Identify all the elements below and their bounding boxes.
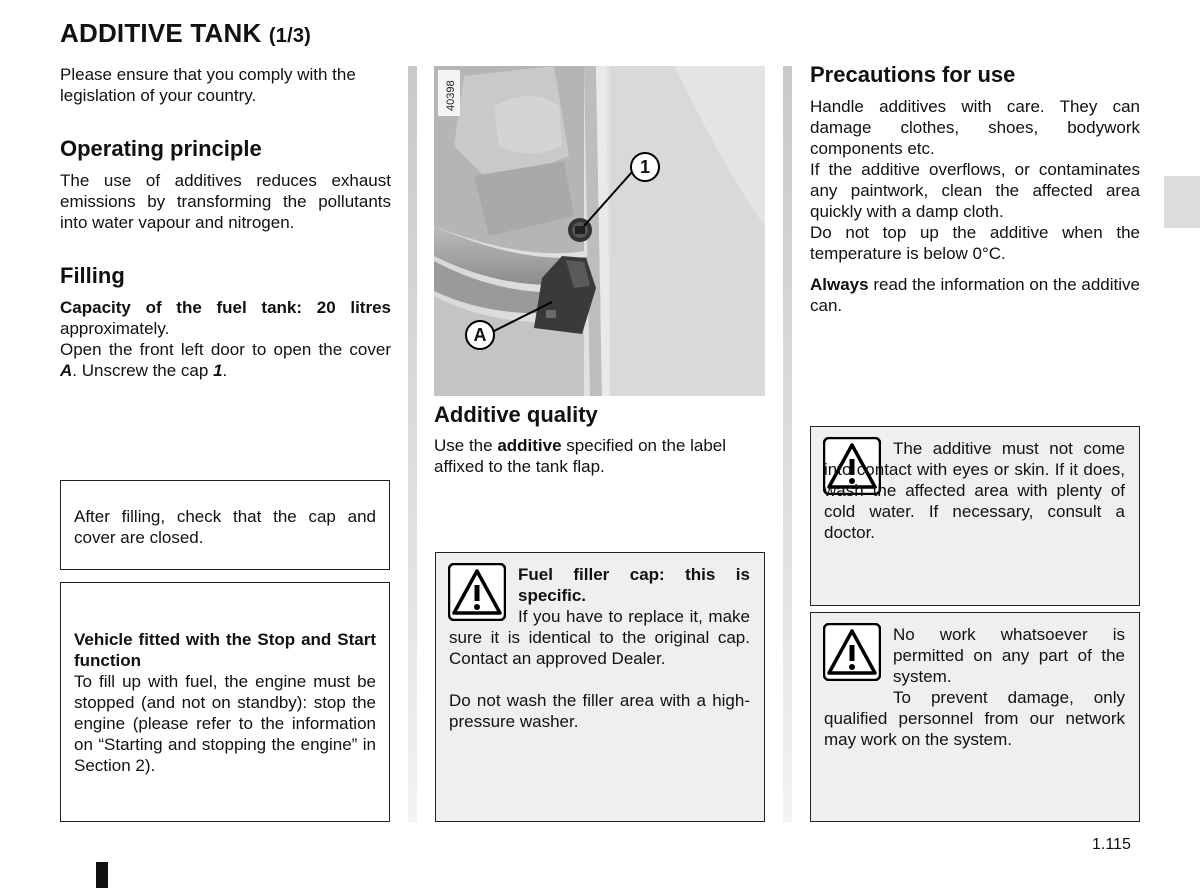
- callout-a: A: [465, 320, 495, 350]
- always-bold: Always: [810, 275, 869, 294]
- additive-quality-text: [434, 435, 765, 477]
- additive-quality-heading: Additive quality: [434, 402, 598, 427]
- precautions-text: [810, 96, 1140, 264]
- precautions-2: If the additive overflows, or contaminates any paintwork, clean the affected area quickly with a damp cloth.: [810, 160, 1140, 221]
- warning-box-filler-cap: [435, 552, 765, 822]
- warning-box-contact: [810, 426, 1140, 606]
- warning-triangle-icon: [823, 623, 881, 681]
- quality-text-1: Use the: [434, 436, 498, 455]
- intro-text: Please ensure that you comply with the legislation of your country.: [60, 65, 356, 105]
- additive-flap-photo: [434, 66, 765, 396]
- operating-principle-heading: Operating principle: [60, 136, 262, 161]
- note-box-cap: [60, 480, 390, 570]
- ref-a: A: [60, 361, 73, 380]
- operating-principle-text: The use of additives reduces exhaust emissions by transforming the pollutants into water vapour and nitrogen.: [60, 171, 391, 232]
- open-text-2: . Unscrew the cap: [72, 361, 214, 380]
- warning-washer-text: Do not wash the filler area with a high-pressure washer.: [449, 691, 750, 731]
- title-text: ADDITIVE TANK: [60, 18, 262, 48]
- filler-cap-bold: Fuel filler cap: this is specific.: [518, 565, 750, 605]
- note-cap-text: After filling, check that the cap and cover are closed.: [74, 507, 376, 547]
- ref-1: 1: [213, 361, 223, 380]
- warning-filler-cap-bold: [518, 564, 750, 606]
- photo-code: 40398: [445, 80, 457, 111]
- note-stop-start-text: [74, 629, 376, 776]
- quality-text-2: specified on the label affixed to the tank flap.: [434, 436, 727, 476]
- open-text-1: Open the front left door to open the cover: [60, 340, 391, 359]
- callout-1: 1: [630, 152, 660, 182]
- footer-bar: [96, 862, 108, 888]
- filling-heading: Filling: [60, 263, 125, 288]
- column-divider-right: [783, 66, 792, 822]
- warning-filler-cap-text: If you have to replace it, make sure it is identical to the original cap. Contact an approved Dealer.: [449, 607, 750, 668]
- filling-text: [60, 297, 391, 381]
- precautions-1: Handle additives with care. They can damage clothes, shoes, bodywork components etc.: [810, 97, 1140, 158]
- stop-start-body: To fill up with fuel, the engine must be stopped (and not on standby): stop the engine (please refer to the information on “Starting and stopping the engine” in Section 2).: [74, 672, 376, 775]
- column-divider-left: [408, 66, 417, 822]
- precautions-3: Do not top up the additive when the temperature is below 0°C.: [810, 223, 1140, 263]
- capacity-rest: approximately.: [60, 319, 170, 338]
- stop-start-bold: Vehicle fitted with the Stop and Start function: [74, 630, 376, 670]
- title-part: (1/3): [268, 25, 312, 47]
- warning-box-no-work: [810, 612, 1140, 822]
- warning-qualified-text: To prevent damage, only qualified personnel from our network may work on the system.: [824, 688, 1125, 749]
- precautions-heading: Precautions for use: [810, 62, 1016, 87]
- warning-contact-text: The additive must not come into contact with eyes or skin. If it does, wash the affected area with plenty of cold water. If necessary, consult a doctor.: [824, 439, 1125, 542]
- page-title: [60, 18, 311, 49]
- page-number: 1.115: [1092, 836, 1131, 853]
- note-box-stop-start: [60, 582, 390, 822]
- always-read-text: [810, 274, 1140, 316]
- section-tab: [1164, 176, 1200, 228]
- warning-no-work-text: No work whatsoever is permitted on any part of the system.: [893, 625, 1125, 686]
- open-text-3: .: [222, 361, 228, 380]
- capacity-bold: Capacity of the fuel tank: 20 litres: [60, 298, 391, 317]
- always-rest: read the information on the additive can.: [810, 275, 1140, 315]
- quality-bold: additive: [497, 436, 562, 455]
